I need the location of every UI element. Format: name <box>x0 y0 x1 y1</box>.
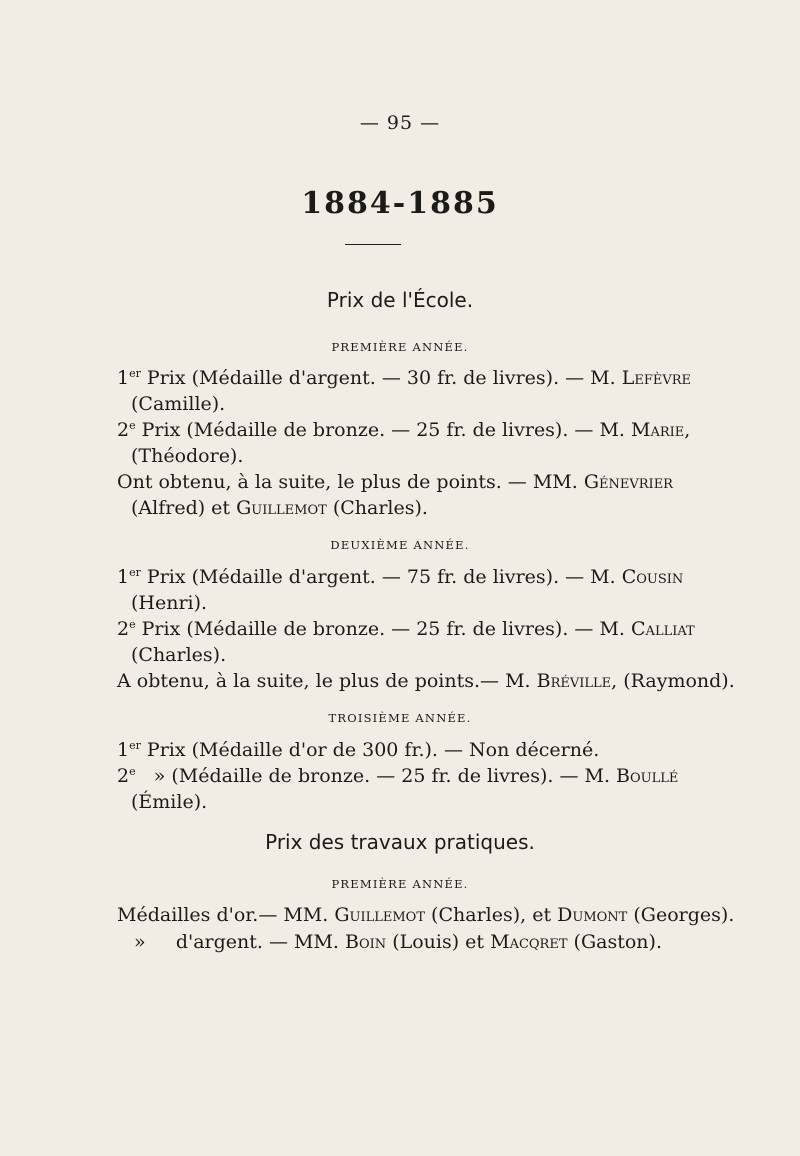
prize-line: (Charles). <box>131 644 227 666</box>
prize-line: (Alfred) et Guillemot (Charles). <box>131 497 428 519</box>
prize-line: A obtenu, à la suite, le plus de points.— M. Bréville, (Raymond). <box>117 670 735 692</box>
prize-line: (Théodore). <box>131 445 244 467</box>
prize-line: Médailles d'or.— MM. Guillemot (Charles), et Dumont (Georges). <box>117 904 735 926</box>
prize-line: (Camille). <box>131 393 226 415</box>
prize-line: 1er Prix (Médaille d'argent. — 30 fr. de livres). — M. Lefèvre <box>117 367 692 389</box>
prize-line: 2e Prix (Médaille de bronze. — 25 fr. de livres). — M. Marie, <box>117 419 691 441</box>
subtitle-premiere-annee: PREMIÈRE ANNÉE. <box>331 340 469 354</box>
prize-line: » d'argent. — MM. Boin (Louis) et Macqret (Gaston). <box>134 931 662 953</box>
page-number: — 95 — <box>359 112 441 134</box>
year-title: 1884-1885 <box>301 186 499 221</box>
subtitle-premiere-annee-travaux: PREMIÈRE ANNÉE. <box>331 877 469 891</box>
divider-rule <box>345 244 401 245</box>
prize-line: Ont obtenu, à la suite, le plus de points. — MM. Génevrier <box>117 471 673 493</box>
subtitle-troisieme-annee: TROISIÈME ANNÉE. <box>328 711 472 725</box>
prize-line: 2e Prix (Médaille de bronze. — 25 fr. de livres). — M. Calliat <box>117 618 695 640</box>
section-title-ecole: Prix de l'École. <box>326 288 474 312</box>
prize-line: 2e » (Médaille de bronze. — 25 fr. de livres). — M. Boullé <box>117 765 679 787</box>
prize-line: (Émile). <box>131 791 208 813</box>
prize-line: 1er Prix (Médaille d'or de 300 fr.). — Non décerné. <box>117 739 600 761</box>
prize-line: 1er Prix (Médaille d'argent. — 75 fr. de livres). — M. Cousin <box>117 566 684 588</box>
prize-line: (Henri). <box>131 592 208 614</box>
section-title-travaux: Prix des travaux pratiques. <box>265 830 535 854</box>
subtitle-deuxieme-annee: DEUXIÈME ANNÉE. <box>330 538 470 552</box>
